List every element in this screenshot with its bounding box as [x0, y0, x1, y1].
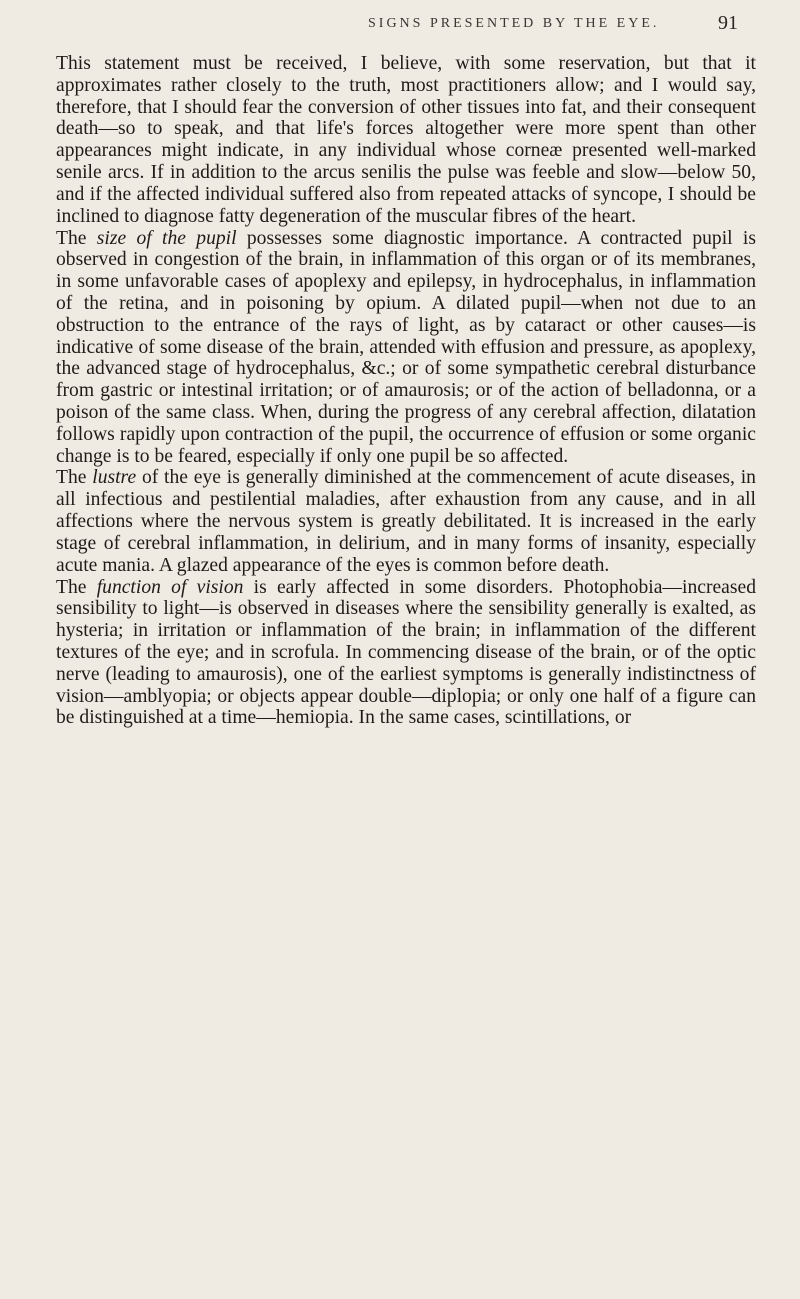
paragraph-lead-in: The	[56, 576, 97, 598]
paragraph-text: This statement must be received, I believe, with some reservation, but that it approximates rather closely to the truth, most practitioners allow; and I would say, therefore, that I should fear the conversion of other tissues into fat, and their consequent death—so to speak, and that life's forces altogether were more spent than other appearances might indicate, in any individual whose corneæ presented well-marked senile arcs. If in addition to the arcus senilis the pulse was feeble and slow—below 50, and if the affected individual suffered also from repeated attacks of syncope, I should be inclined to diagnose fatty degeneration of the muscular fibres of the heart.	[56, 53, 756, 227]
paragraph-arcus-senilis	[56, 53, 756, 228]
paragraph-text: of the eye is generally diminished at the commencement of acute diseases, in all infectious and pestilential maladies, after exhaustion from any cause, and in all affections where the nervous system is greatly debilitated. It is increased in the early stage of cerebral inflammation, in delirium, and in many forms of insanity, especially acute mania. A glazed appearance of the eyes is common before death.	[56, 467, 756, 576]
page-number: 91	[718, 12, 738, 34]
paragraph-lead-in: The	[56, 227, 97, 249]
paragraph-pupil-size	[56, 228, 756, 468]
paragraph-topic-italic: lustre	[92, 467, 137, 489]
paragraph-lead-in: The	[56, 467, 93, 489]
body-text	[56, 53, 756, 729]
paragraph-topic-italic: size of the pupil	[96, 227, 237, 249]
paragraph-topic-italic: function of vision	[96, 576, 244, 598]
paragraph-text: possesses some diagnostic importance. A contracted pupil is observed in congestion of the brain, in inflammation of this organ or of its membranes, in some unfavorable cases of apoplexy and epilepsy, in hydrocephalus, in inflammation of the retina, and in poisoning by opium. A dilated pupil—when not due to an obstruction to the entrance of the rays of light, as by cataract or other causes—is indicative of some disease of the brain, attended with effusion and pressure, as apoplexy, the advanced stage of hydrocephalus, &c.; or of some sympathetic cerebral disturbance from gastric or intestinal irritation; or of amaurosis; or of the action of belladonna, or a poison of the same class. When, during the progress of any cerebral affection, dilatation follows rapidly upon contraction of the pupil, the occurrence of effusion or some organic change is to be feared, especially if only one pupil be so affected.	[56, 227, 756, 467]
running-head	[368, 12, 738, 38]
running-title: SIGNS PRESENTED BY THE EYE.	[368, 16, 660, 31]
paragraph-text: is early affected in some disorders. Photophobia—increased sensibility to light—is observed in diseases where the sensibility generally is exalted, as hysteria; in irritation or inflammation of the brain; in inflammation of the different textures of the eye; and in scrofula. In commencing disease of the brain, or of the optic nerve (leading to amaurosis), one of the earliest symptoms is generally indistinctness of vision—amblyopia; or objects appear double—diplopia; or only one half of a figure can be distinguished at a time—hemiopia. In the same cases, scintillations, or	[56, 576, 756, 729]
paragraph-lustre	[56, 467, 756, 576]
paragraph-function-of-vision	[56, 577, 756, 730]
